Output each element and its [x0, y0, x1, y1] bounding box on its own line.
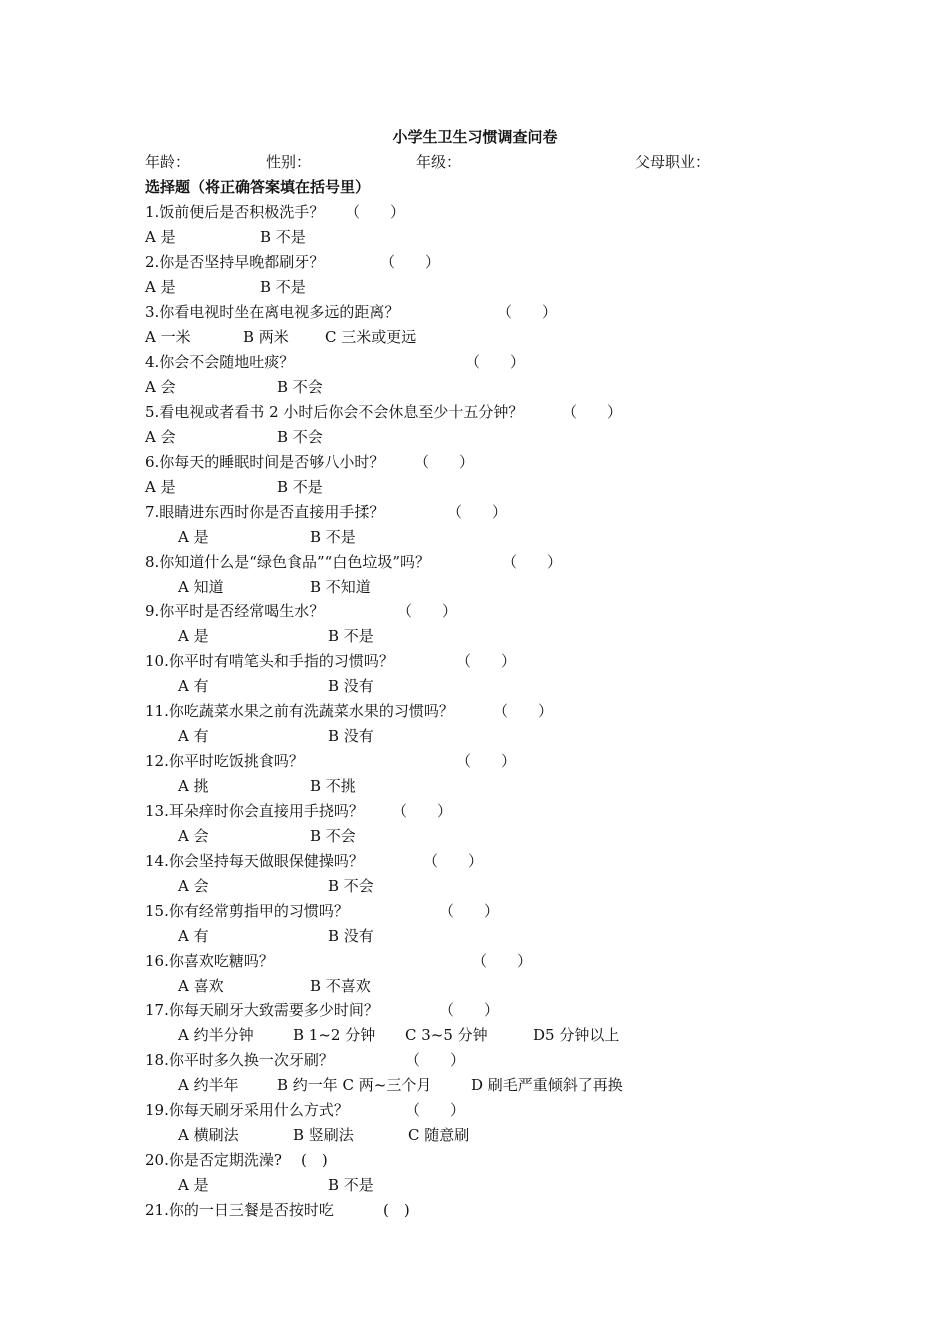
question-2-text: 2.你是否坚持早晚都刷牙？: [145, 253, 325, 271]
question-20-option-a: A 是: [178, 1176, 209, 1194]
question-17-answer-blank: （ ）: [439, 1001, 500, 1019]
question-3-text: 3.你看电视时坐在离电视多远的距离？: [145, 303, 400, 321]
question-8-option-a: A 知道: [178, 578, 224, 596]
question-1-text: 1.饭前便后是否积极洗手？: [145, 203, 325, 221]
question-2-option-a: A 是: [145, 278, 176, 296]
question-17-option-c: C 3~5 分钟: [405, 1026, 488, 1044]
question-12-option-a: A 挑: [178, 777, 209, 795]
question-4-text: 4.你会不会随地吐痰？: [145, 353, 295, 371]
question-3-option-b: B 两米: [243, 328, 289, 346]
question-17-option-d: D5 分钟以上: [533, 1026, 620, 1044]
question-2-option-b: B 不是: [260, 278, 306, 296]
question-5-answer-blank: （ ）: [562, 403, 623, 421]
page-title: 小学生卫生习惯调查问卷: [392, 128, 558, 146]
question-6-answer-blank: （ ）: [414, 453, 475, 471]
field-grade-label: 年级：: [416, 153, 462, 171]
question-12-answer-blank: （ ）: [456, 752, 517, 770]
question-15-answer-blank: （ ）: [439, 902, 500, 920]
question-16-option-a: A 喜欢: [178, 977, 224, 995]
question-8-text: 8.你知道什么是“绿色食品”“白色垃圾”吗？: [145, 553, 430, 571]
question-18-answer-blank: （ ）: [405, 1051, 466, 1069]
question-15-text: 15.你有经常剪指甲的习惯吗？: [145, 902, 349, 920]
question-10-option-b: B 没有: [328, 677, 374, 695]
question-15-option-a: A 有: [178, 927, 209, 945]
question-1-option-a: A 是: [145, 228, 176, 246]
question-2-answer-blank: （ ）: [380, 253, 441, 271]
question-15-option-b: B 没有: [328, 927, 374, 945]
question-7-text: 7.眼睛进东西时你是否直接用手揉？: [145, 503, 385, 521]
question-11-option-a: A 有: [178, 727, 209, 745]
question-11-text: 11.你吃蔬菜水果之前有洗蔬菜水果的习惯吗？: [145, 702, 454, 720]
question-18-option-c: D 刷毛严重倾斜了再换: [471, 1076, 623, 1094]
question-14-option-b: B 不会: [328, 877, 374, 895]
question-16-text: 16.你喜欢吃糖吗？: [145, 952, 274, 970]
question-17-text: 17.你每天刷牙大致需要多少时间？: [145, 1001, 379, 1019]
question-20-text: 20.你是否定期洗澡?: [145, 1151, 282, 1169]
question-3-option-a: A 一米: [145, 328, 191, 346]
question-9-answer-blank: （ ）: [397, 602, 458, 620]
question-13-option-a: A 会: [178, 827, 209, 845]
question-14-answer-blank: （ ）: [423, 852, 484, 870]
section-heading: 选择题（将正确答案填在括号里）: [145, 178, 371, 196]
question-6-text: 6.你每天的睡眠时间是否够八小时？: [145, 453, 385, 471]
question-19-option-b: B 竖刷法: [293, 1126, 354, 1144]
question-1-option-b: B 不是: [260, 228, 306, 246]
question-19-option-a: A 横刷法: [178, 1126, 239, 1144]
question-14-option-a: A 会: [178, 877, 209, 895]
question-8-option-b: B 不知道: [310, 578, 371, 596]
question-20-option-b: B 不是: [328, 1176, 374, 1194]
question-20-answer-blank: ( ): [301, 1151, 328, 1169]
question-4-option-a: A 会: [145, 378, 176, 396]
question-7-option-b: B 不是: [310, 528, 356, 546]
question-19-option-c: C 随意刷: [408, 1126, 470, 1144]
question-9-text: 9.你平时是否经常喝生水？: [145, 602, 325, 620]
question-3-answer-blank: （ ）: [497, 303, 558, 321]
question-6-option-b: B 不是: [277, 478, 323, 496]
question-19-answer-blank: （ ）: [405, 1101, 466, 1119]
question-1-answer-blank: （ ）: [345, 203, 406, 221]
question-16-option-b: B 不喜欢: [310, 977, 371, 995]
question-14-text: 14.你会坚持每天做眼保健操吗？: [145, 852, 364, 870]
question-5-text: 5.看电视或者看书 2 小时后你会不会休息至少十五分钟？: [145, 403, 524, 421]
question-10-text: 10.你平时有啃笔头和手指的习惯吗？: [145, 652, 394, 670]
question-12-option-b: B 不挑: [310, 777, 356, 795]
question-8-answer-blank: （ ）: [502, 553, 563, 571]
question-13-option-b: B 不会: [310, 827, 356, 845]
field-gender-label: 性别：: [266, 153, 312, 171]
question-6-option-a: A 是: [145, 478, 176, 496]
field-parent-occupation-label: 父母职业：: [635, 153, 711, 171]
question-21-answer-blank: ( ): [383, 1201, 410, 1219]
question-18-text: 18.你平时多久换一次牙刷？: [145, 1051, 334, 1069]
question-17-option-a: A 约半分钟: [178, 1026, 254, 1044]
question-9-option-b: B 不是: [328, 627, 374, 645]
field-age-label: 年龄：: [145, 153, 191, 171]
question-18-option-a: A 约半年: [178, 1076, 239, 1094]
question-4-answer-blank: （ ）: [465, 353, 526, 371]
question-5-option-a: A 会: [145, 428, 176, 446]
question-21-text: 21.你的一日三餐是否按时吃: [145, 1201, 334, 1219]
question-16-answer-blank: （ ）: [472, 952, 533, 970]
question-10-answer-blank: （ ）: [456, 652, 517, 670]
question-4-option-b: B 不会: [277, 378, 323, 396]
question-5-option-b: B 不会: [277, 428, 323, 446]
question-10-option-a: A 有: [178, 677, 209, 695]
question-11-answer-blank: （ ）: [493, 702, 554, 720]
question-11-option-b: B 没有: [328, 727, 374, 745]
question-9-option-a: A 是: [178, 627, 209, 645]
question-17-option-b: B 1~2 分钟: [293, 1026, 376, 1044]
question-7-option-a: A 是: [178, 528, 209, 546]
question-13-text: 13.耳朵痒时你会直接用手挠吗？: [145, 802, 364, 820]
question-7-answer-blank: （ ）: [447, 503, 508, 521]
question-19-text: 19.你每天刷牙采用什么方式？: [145, 1101, 349, 1119]
question-3-option-c: C 三米或更远: [325, 328, 417, 346]
question-18-option-b: B 约一年 C 两~三个月: [277, 1076, 432, 1094]
question-12-text: 12.你平时吃饭挑食吗？: [145, 752, 304, 770]
question-13-answer-blank: （ ）: [392, 802, 453, 820]
